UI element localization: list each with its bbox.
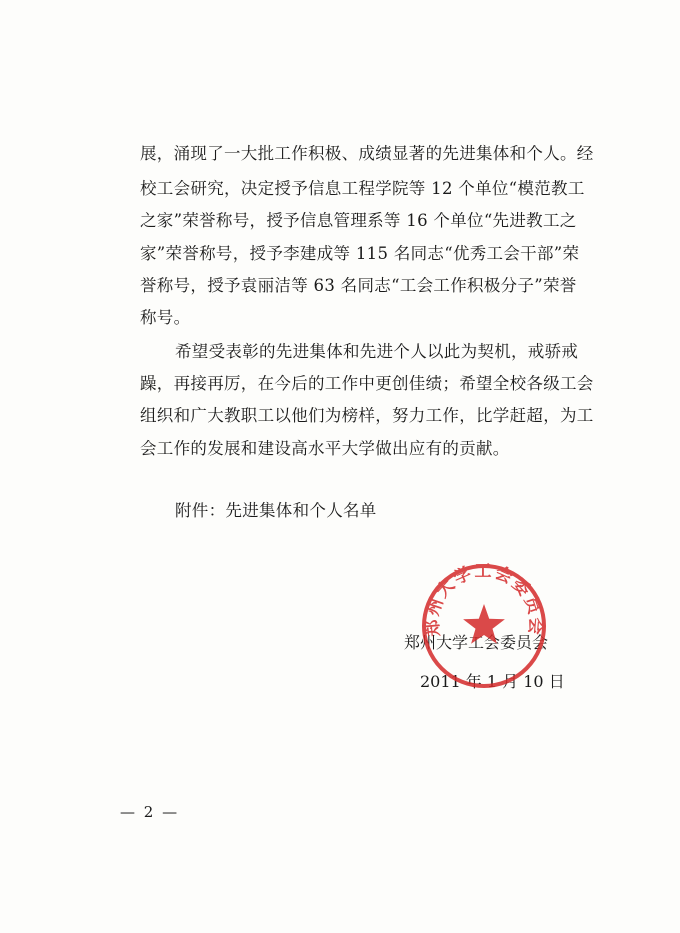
seal-text: 郑州大学工会委员会	[422, 562, 546, 638]
paragraph-line: 誉称号，授予袁丽洁等 63 名同志“工会工作积极分子”荣誉	[140, 276, 577, 295]
page-number: — 2 —	[120, 803, 180, 821]
signature-organization: 郑州大学工会委员会	[404, 633, 549, 652]
official-seal-icon	[420, 562, 548, 690]
paragraph-line: 希望受表彰的先进集体和先进个人以此为契机，戒骄戒	[175, 342, 579, 361]
paragraph-line: 会工作的发展和建设高水平大学做出应有的贡献。	[140, 439, 510, 458]
signature-date: 2011 年 1 月 10 日	[420, 672, 565, 691]
paragraph-line: 展，涌现了一大批工作积极、成绩显著的先进集体和个人。经	[140, 144, 594, 163]
paragraph-line: 称号。	[140, 308, 191, 327]
paragraph-line: 组织和广大教职工以他们为榜样，努力工作，比学赶超，为工	[140, 406, 594, 425]
attachment-note: 附件：先进集体和个人名单	[175, 501, 377, 520]
paragraph-line: 躁，再接再厉，在今后的工作中更创佳绩；希望全校各级工会	[140, 374, 594, 393]
paragraph-line: 之家”荣誉称号，授予信息管理系等 16 个单位“先进教工之	[140, 211, 577, 230]
paragraph-line: 校工会研究，决定授予信息工程学院等 12 个单位“模范教工	[140, 179, 585, 198]
paragraph-line: 家”荣誉称号，授予李建成等 115 名同志“优秀工会干部”荣	[140, 244, 580, 263]
